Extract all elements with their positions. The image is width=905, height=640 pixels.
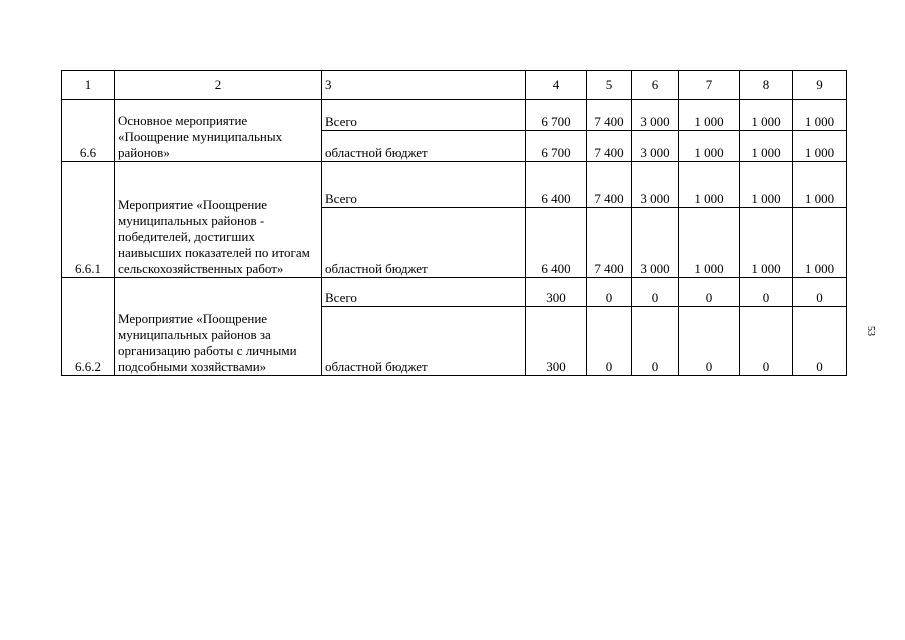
value-cell: 1 000	[740, 162, 793, 208]
row-number: 6.6.1	[62, 162, 115, 278]
value-cell: 3 000	[632, 100, 679, 131]
value-cell: 3 000	[632, 162, 679, 208]
value-cell: 1 000	[793, 100, 847, 131]
header-cell: 2	[115, 71, 322, 100]
value-cell: 0	[632, 307, 679, 376]
header-cell: 1	[62, 71, 115, 100]
value-cell: 6 400	[526, 162, 587, 208]
value-cell: 6 400	[526, 208, 587, 278]
value-cell: 0	[740, 307, 793, 376]
value-cell: 3 000	[632, 131, 679, 162]
value-cell: 1 000	[793, 162, 847, 208]
value-cell: 0	[679, 307, 740, 376]
header-cell: 8	[740, 71, 793, 100]
value-cell: 0	[587, 307, 632, 376]
value-cell: 6 700	[526, 131, 587, 162]
source-cell: Всего	[322, 100, 526, 131]
value-cell: 7 400	[587, 131, 632, 162]
header-cell: 5	[587, 71, 632, 100]
value-cell: 3 000	[632, 208, 679, 278]
value-cell: 0	[587, 278, 632, 307]
source-cell: Всего	[322, 278, 526, 307]
table-row	[62, 100, 847, 131]
value-cell: 0	[793, 307, 847, 376]
value-cell: 0	[679, 278, 740, 307]
budget-table	[61, 70, 847, 376]
source-cell: Всего	[322, 162, 526, 208]
header-cell: 3	[322, 71, 526, 100]
value-cell: 1 000	[793, 131, 847, 162]
value-cell: 7 400	[587, 162, 632, 208]
value-cell: 1 000	[679, 100, 740, 131]
row-name: Мероприятие «Поощрение муниципальных районов - победителей, достигших наивысших показателей по итогам сельскохозяйственных работ»	[115, 162, 322, 278]
header-cell: 7	[679, 71, 740, 100]
header-cell: 6	[632, 71, 679, 100]
page-number: 53	[865, 326, 876, 336]
source-cell: областной бюджет	[322, 307, 526, 376]
value-cell: 7 400	[587, 208, 632, 278]
source-cell: областной бюджет	[322, 208, 526, 278]
header-row	[62, 71, 847, 100]
value-cell: 300	[526, 307, 587, 376]
value-cell: 1 000	[793, 208, 847, 278]
row-number: 6.6.2	[62, 278, 115, 376]
value-cell: 0	[793, 278, 847, 307]
value-cell: 1 000	[679, 208, 740, 278]
value-cell: 7 400	[587, 100, 632, 131]
value-cell: 0	[740, 278, 793, 307]
table-row	[62, 278, 847, 307]
value-cell: 1 000	[679, 131, 740, 162]
row-number: 6.6	[62, 100, 115, 162]
value-cell: 1 000	[740, 208, 793, 278]
row-name: Мероприятие «Поощрение муниципальных районов за организацию работы с личными подсобными хозяйствами»	[115, 278, 322, 376]
value-cell: 1 000	[740, 131, 793, 162]
value-cell: 6 700	[526, 100, 587, 131]
value-cell: 0	[632, 278, 679, 307]
row-name: Основное мероприятие «Поощрение муниципальных районов»	[115, 100, 322, 162]
value-cell: 1 000	[679, 162, 740, 208]
value-cell: 1 000	[740, 100, 793, 131]
value-cell: 300	[526, 278, 587, 307]
source-cell: областной бюджет	[322, 131, 526, 162]
header-cell: 9	[793, 71, 847, 100]
header-cell: 4	[526, 71, 587, 100]
table-row	[62, 162, 847, 208]
